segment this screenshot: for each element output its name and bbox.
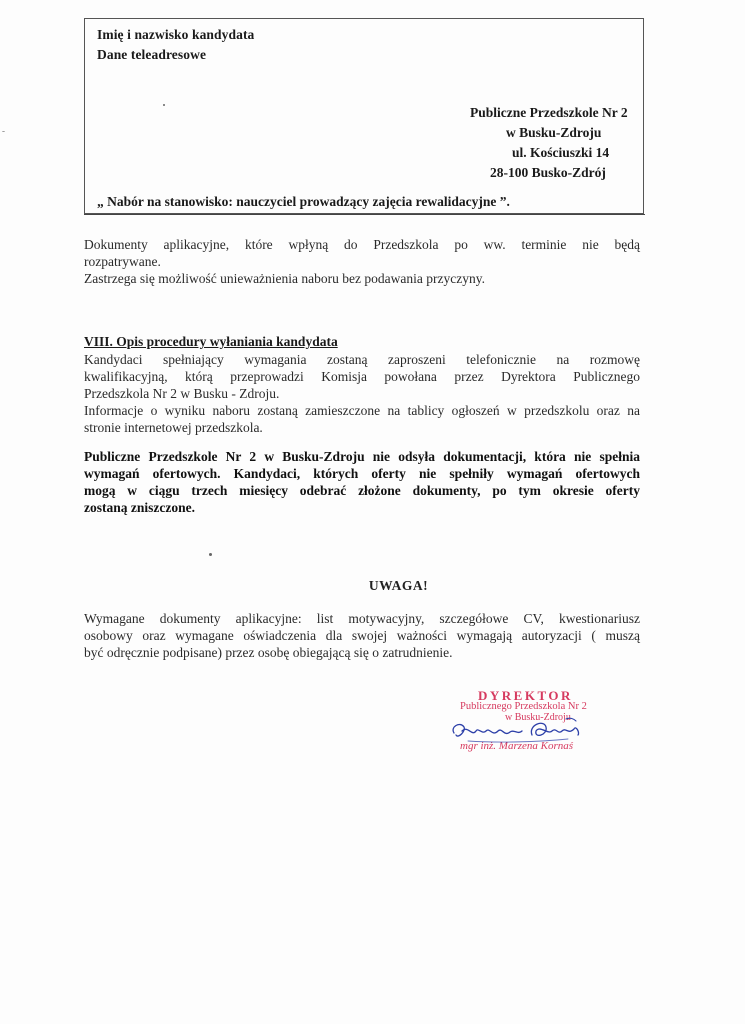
policy-line: Publiczne Przedszkole Nr 2 w Busku-Zdroju nie odsyła dokumentacji, która nie spełnia xyxy=(84,449,640,464)
procedure-line: Przedszkola Nr 2 w Busku - Zdroju. xyxy=(84,386,280,401)
procedure-line: Informacje o wyniku naboru zostaną zamieszczone na tablicy ogłoszeń w przedszkolu oraz na xyxy=(84,403,640,418)
address-line-1: Publiczne Przedszkole Nr 2 xyxy=(470,105,628,120)
late-documents-notice xyxy=(84,236,640,287)
scan-speck xyxy=(2,131,5,132)
procedure-paragraph xyxy=(84,351,640,436)
notice-line: rozpatrywane. xyxy=(84,254,161,269)
scan-speck xyxy=(209,553,212,556)
section-viii-heading: VIII. Opis procedury wyłaniania kandydata xyxy=(84,334,338,349)
procedure-line: Kandydaci spełniający wymagania zostaną zaproszeni telefonicznie na rozmowę xyxy=(84,352,640,367)
envelope-label-box xyxy=(84,18,644,214)
uwaga-heading: UWAGA! xyxy=(368,578,429,593)
procedure-line: stronie internetowej przedszkola. xyxy=(84,420,263,435)
recruitment-subject: „ Nabór na stanowisko: nauczyciel prowadzący zajęcia rewalidacyjne ”. xyxy=(97,194,510,209)
notice-line: Zastrzega się możliwość unieważnienia naboru bez podawania przyczyny. xyxy=(84,271,485,286)
stamp-title: DYREKTOR xyxy=(478,688,573,703)
handwritten-signature xyxy=(448,713,588,747)
envelope-bottom-rule xyxy=(84,214,645,215)
stamp-director-name: mgr inż. Marzena Kornaś xyxy=(460,740,574,752)
uwaga-line: Wymagane dokumenty aplikacyjne: list motywacyjny, szczegółowe CV, kwestionariusz xyxy=(84,611,640,626)
uwaga-line: być odręcznie podpisane) przez osobę obiegającą się o zatrudnienie. xyxy=(84,645,453,660)
stamp-institution: Publicznego Przedszkola Nr 2 xyxy=(460,701,587,712)
uwaga-line: osobowy oraz wymagane oświadczenia dla swojej ważności wymagają autoryzacji ( muszą xyxy=(84,628,640,643)
address-line-4: 28-100 Busko-Zdrój xyxy=(490,165,606,180)
procedure-line: kwalifikacyjną, którą przeprowadzi Komisja powołana przez Dyrektora Publicznego xyxy=(84,369,640,384)
contact-details-label: Dane teleadresowe xyxy=(97,47,207,62)
policy-line: mogą w ciągu trzech miesięcy odebrać złożone dokumenty, po tym okresie oferty xyxy=(84,483,640,498)
address-line-3: ul. Kościuszki 14 xyxy=(512,145,610,160)
stamp-location: w Busku-Zdroju xyxy=(505,712,571,723)
uwaga-paragraph xyxy=(84,610,640,661)
address-line-2: w Busku-Zdroju xyxy=(506,125,602,140)
notice-line: Dokumenty aplikacyjne, które wpłyną do Przedszkola po ww. terminie nie będą xyxy=(84,237,640,252)
policy-line: wymagań ofertowych. Kandydaci, których oferty nie spełniły wymagań ofertowych xyxy=(84,466,640,481)
documents-return-policy xyxy=(84,448,640,516)
candidate-name-label: Imię i nazwisko kandydata xyxy=(97,27,255,42)
policy-line: zostaną zniszczone. xyxy=(84,500,195,515)
